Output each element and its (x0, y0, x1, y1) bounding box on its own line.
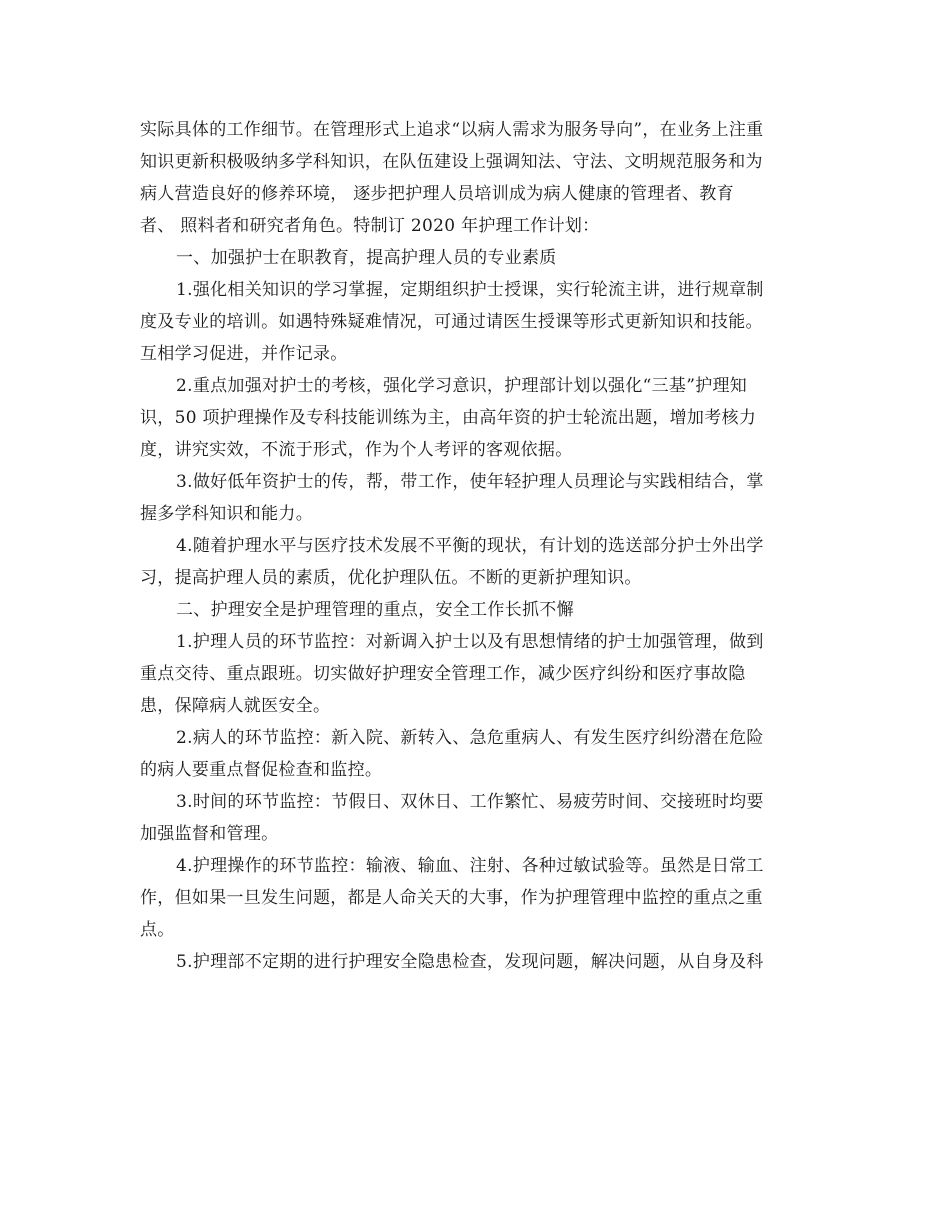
document-line: 识，50 项护理操作及专科技能训练为主，由高年资的护士轮流出题，增加考核力 (140, 408, 757, 428)
document-line: 习，提高护理人员的素质，优化护理队伍。不断的更新护理知识。 (140, 568, 642, 588)
document-line: 1.护理人员的环节监控：对新调入护士以及有思想情绪的护士加强管理，做到 (176, 632, 764, 652)
document-line: 患，保障病人就医安全。 (140, 696, 331, 716)
document-line: 握多学科知识和能力。 (140, 504, 313, 524)
document-line: 一、加强护士在职教育，提高护理人员的专业素质 (176, 248, 557, 268)
document-line: 互相学习促进，并作记录。 (140, 344, 348, 364)
document-line: 加强监督和管理。 (140, 824, 279, 844)
document-line: 3.做好低年资护士的传，帮，带工作，使年轻护理人员理论与实践相结合，掌 (176, 472, 764, 492)
document-line: 作，但如果一旦发生问题，都是人命关天的大事，作为护理管理中监控的重点之重 (140, 888, 763, 908)
document-line: 3.时间的环节监控：节假日、双休日、工作繁忙、易疲劳时间、交接班时均要 (176, 792, 764, 812)
document-line: 病人营造良好的修养环境， 逐步把护理人员培训成为病人健康的管理者、教育 (140, 184, 734, 204)
document-line: 4.随着护理水平与医疗技术发展不平衡的现状，有计划的选送部分护士外出学 (176, 536, 764, 556)
document-line: 5.护理部不定期的进行护理安全隐患检查，发现问题，解决问题，从自身及科 (176, 952, 764, 972)
document-line: 2.病人的环节监控：新入院、新转入、急危重病人、有发生医疗纠纷潜在危险 (176, 728, 764, 748)
document-line: 重点交待、重点跟班。切实做好护理安全管理工作，减少医疗纠纷和医疗事故隐 (140, 664, 746, 684)
document-line: 实际具体的工作细节。在管理形式上追求“以病人需求为服务导向”，在业务上注重 (140, 120, 764, 140)
document-line: 2.重点加强对护士的考核，强化学习意识，护理部计划以强化“三基”护理知 (176, 376, 748, 396)
document-line: 者、 照料者和研究者角色。特制订 2020 年护理工作计划： (140, 216, 600, 236)
document-line: 知识更新积极吸纳多学科知识，在队伍建设上强调知法、守法、文明规范服务和为 (140, 152, 763, 172)
document-line: 二、护理安全是护理管理的重点，安全工作长抓不懈 (176, 600, 574, 620)
document-line: 4.护理操作的环节监控：输液、输血、注射、各种过敏试验等。虽然是日常工 (176, 856, 764, 876)
document-line: 的病人要重点督促检查和监控。 (140, 760, 383, 780)
document-body (140, 114, 820, 978)
document-line: 1.强化相关知识的学习掌握，定期组织护士授课，实行轮流主讲，进行规章制 (176, 280, 764, 300)
document-line: 度，讲究实效，不流于形式，作为个人考评的客观依据。 (140, 440, 573, 460)
document-line: 度及专业的培训。如遇特殊疑难情况，可通过请医生授课等形式更新知识和技能。 (140, 312, 763, 332)
document-line: 点。 (140, 920, 175, 940)
